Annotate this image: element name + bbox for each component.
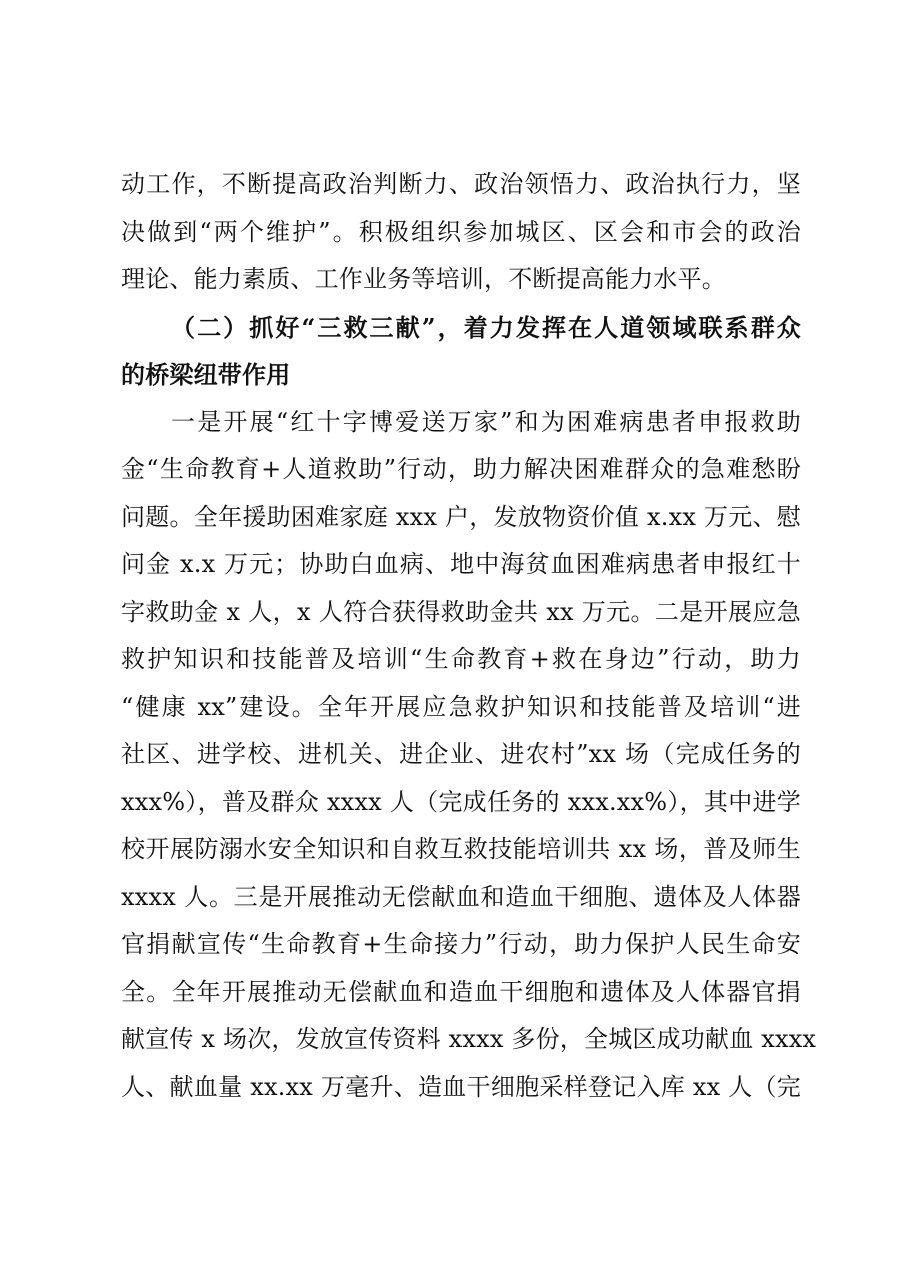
text-line: 救护知识和技能普及培训“生命教育+救在身边”行动，助力 <box>121 645 801 673</box>
text-line: 官捐献宣传“生命教育+生命接力”行动，助力保护人民生命安 <box>121 930 801 958</box>
text-line: 决做到“两个维护”。积极组织参加城区、区会和市会的政治 <box>121 217 801 246</box>
text-line: 理论、能力素质、工作业务等培训，不断提高能力水平。 <box>121 265 726 293</box>
section-heading: （二）抓好“三救三献”，着力发挥在人道领域联系群众 <box>171 312 801 342</box>
section-heading-continued: 的桥梁纽带作用 <box>121 360 291 389</box>
text-line: 献宣传 x 场次，发放宣传资料 xxxx 多份，全城区成功献血 xxxx <box>121 1025 817 1053</box>
text-line: 字救助金 x 人，x 人符合获得救助金共 xx 万元。二是开展应急 <box>121 597 801 626</box>
text-line: 问金 x.x 万元；协助白血病、地中海贫血困难病患者申报红十 <box>121 550 801 578</box>
text-line: 校开展防溺水安全知识和自救互救技能培训共 xx 场，普及师生 <box>121 835 801 863</box>
body-text <box>121 161 817 1111</box>
text-line: xxxx 人。三是开展推动无偿献血和造血干细胞、遗体及人体器 <box>121 882 801 911</box>
paragraph-start: 一是开展“红十字博爱送万家”和为困难病患者申报救助 <box>171 407 801 436</box>
text-line: 社区、进学校、进机关、进企业、进农村”xx 场（完成任务的 <box>121 740 801 768</box>
text-line: 金“生命教育+人道救助”行动，助力解决困难群众的急难愁盼 <box>121 455 801 483</box>
text-line: 动工作，不断提高政治判断力、政治领悟力、政治执行力，坚 <box>121 170 801 198</box>
text-line: 问题。全年援助困难家庭 xxx 户，发放物资价值 x.xx 万元、慰 <box>121 502 801 531</box>
text-line: 全。全年开展推动无偿献血和造血干细胞和遗体及人体器官捐 <box>121 977 801 1006</box>
text-line: 人、献血量 xx.xx 万毫升、造血干细胞采样登记入库 xx 人（完 <box>121 1072 801 1101</box>
text-line: “健康 xx”建设。全年开展应急救护知识和技能普及培训“进 <box>121 692 801 721</box>
text-line: xxx%），普及群众 xxxx 人（完成任务的 xxx.xx%），其中进学 <box>121 787 801 816</box>
